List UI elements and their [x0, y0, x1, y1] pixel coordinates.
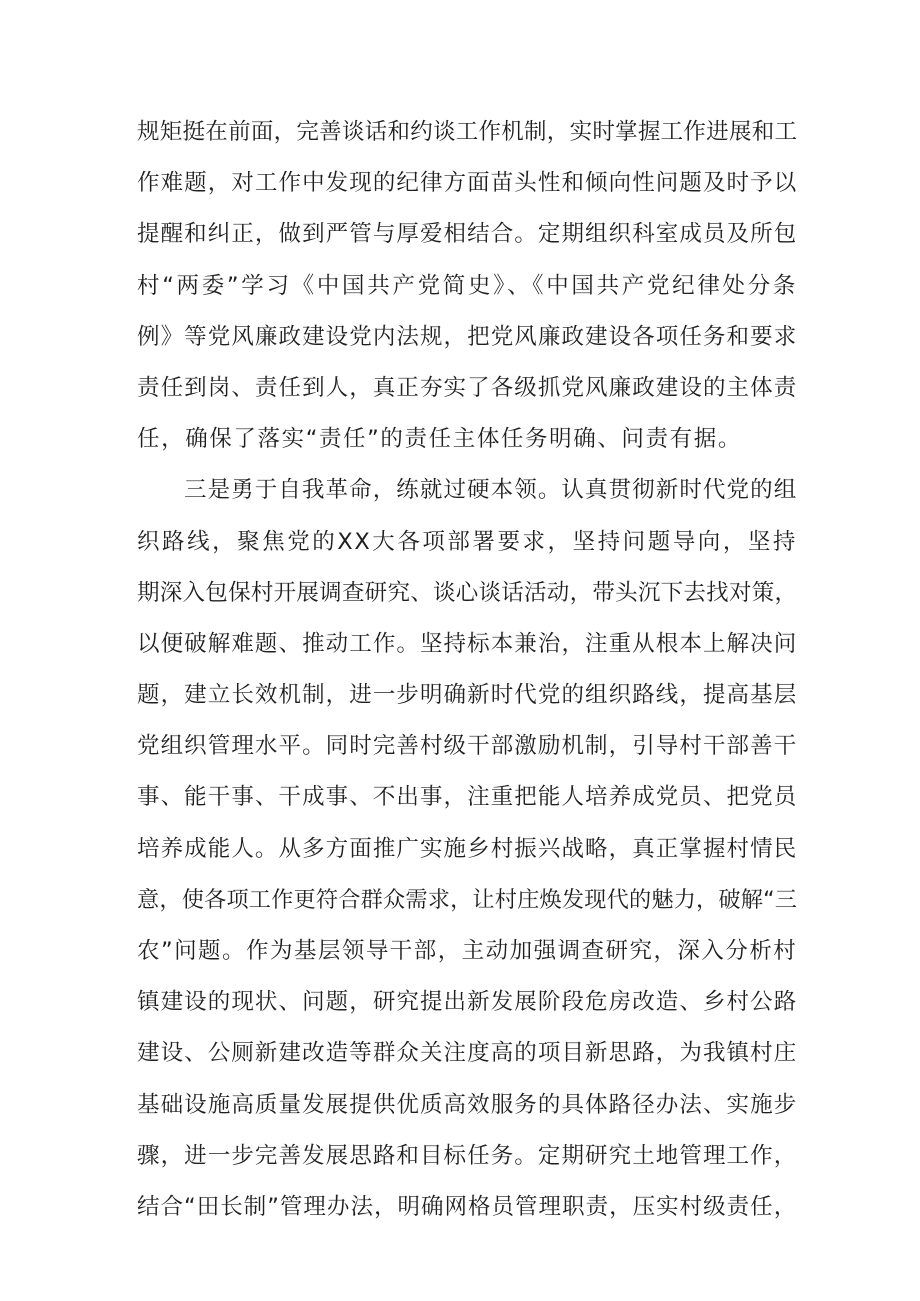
paragraph-2-line: 事、能干事、干成事、不出事，注重把能人培养成党员、把党员 [137, 784, 797, 811]
paragraph-1-line: 任，确保了落实“责任”的责任主体任务明确、问责有据。 [137, 426, 742, 453]
paragraph-2-line: 农”问题。作为基层领导干部，主动加强调查研究，深入分析村 [137, 938, 797, 964]
paragraph-2-line: 意，使各项工作更符合群众需求，让村庄焕发现代的魅力，破解“三 [137, 886, 797, 913]
paragraph-2-line: 镇建设的现状、问题，研究提出新发展阶段危房改造、乡村公路 [137, 989, 797, 1016]
paragraph-1-line: 村“两委”学习《中国共产党简史》、《中国共产党纪律处分条 [137, 272, 797, 299]
paragraph-2-line: 骤，进一步完善发展思路和目标任务。定期研究土地管理工作， [137, 1142, 797, 1169]
paragraph-2-line: 基础设施高质量发展提供优质高效服务的具体路径办法、实施步 [137, 1091, 797, 1118]
paragraph-1-line: 作难题，对工作中发现的纪律方面苗头性和倾向性问题及时予以 [137, 170, 797, 197]
paragraph-2-line: 培养成能人。从多方面推广实施乡村振兴战略，真正掌握村情民 [137, 835, 797, 862]
paragraph-1-line: 提醒和纠正，做到严管与厚爱相结合。定期组织科室成员及所包 [137, 221, 797, 248]
paragraph-1-line: 责任到岗、责任到人，真正夯实了各级抓党风廉政建设的主体责 [137, 374, 797, 401]
paragraph-2-line: 建设、公厕新建改造等群众关注度高的项目新思路，为我镇村庄 [137, 1040, 797, 1067]
paragraph-2-line: 以便破解难题、推动工作。坚持标本兼治，注重从根本上解决问 [137, 630, 797, 657]
paragraph-1-line: 例》等党风廉政建设党内法规，把党风廉政建设各项任务和要求 [137, 323, 797, 350]
paragraph-2-line: 期深入包保村开展调查研究、谈心谈话活动，带头沉下去找对策， [137, 579, 797, 606]
paragraph-2-line: 织路线，聚焦党的XX大各项部署要求，坚持问题导向，坚持 [137, 528, 797, 555]
paragraph-1-line: 规矩挺在前面，完善谈话和约谈工作机制，实时掌握工作进展和工 [137, 119, 797, 145]
paragraph-2-line: 题，建立长效机制，进一步明确新时代党的组织路线，提高基层 [137, 682, 797, 709]
paragraph-2-first-line: 三是勇于自我革命，练就过硬本领。认真贯彻新时代党的组 [184, 477, 797, 504]
paragraph-2-line: 结合“田长制”管理办法，明确网格员管理职责，压实村级责任， [137, 1193, 797, 1220]
paragraph-2-line: 党组织管理水平。同时完善村级干部激励机制，引导村干部善干 [137, 733, 797, 760]
document-body [137, 107, 797, 1233]
